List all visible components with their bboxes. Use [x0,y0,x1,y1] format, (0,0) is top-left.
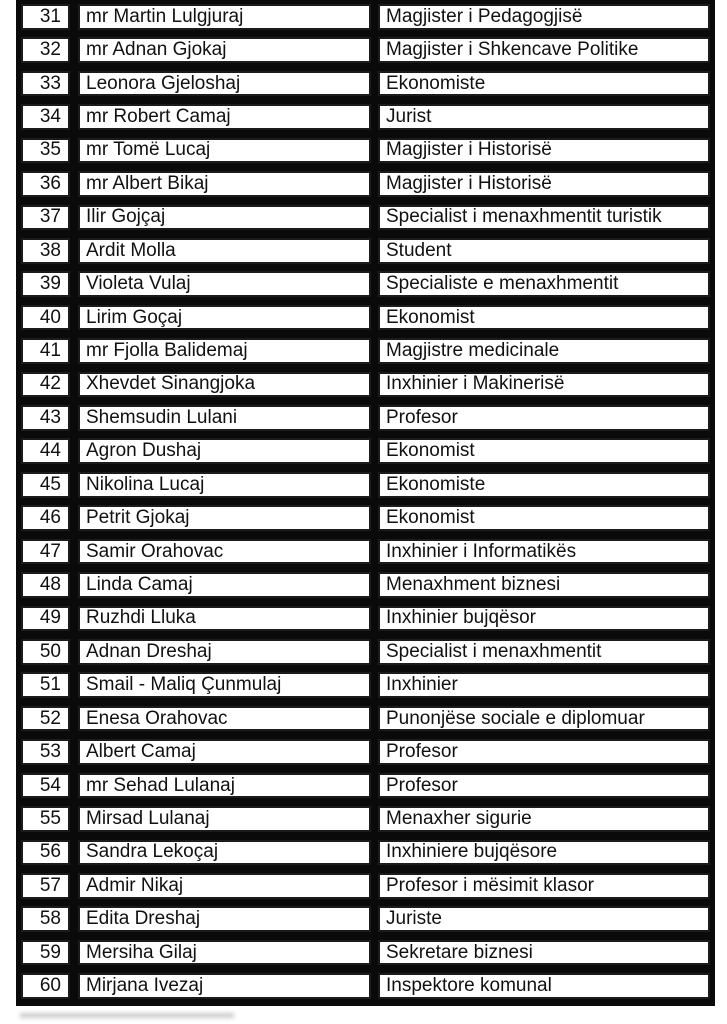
person-name-cell: Samir Orahovac [78,539,371,565]
profession-cell: Inxhinier [378,672,710,698]
person-name-cell: Mersiha Gilaj [78,940,371,966]
person-name-cell: Mirjana Ivezaj [78,973,371,999]
profession-cell: Profesor i mësimit klasor [378,873,710,899]
profession-cell: Inxhinier i Informatikës [378,539,710,565]
person-name-cell: Enesa Orahovac [78,706,371,732]
row-number-cell: 32 [21,37,70,63]
profession-cell: Specialist i menaxhmentit turistik [378,205,710,231]
row-number-cell: 48 [21,572,70,598]
row-number-cell: 41 [21,338,70,364]
person-name-cell: Leonora Gjeloshaj [78,71,371,97]
profession-cell: Ekonomiste [378,71,710,97]
profession-cell: Magjister i Pedagogjisë [378,4,710,30]
profession-cell: Specialist i menaxhmentit [378,639,710,665]
profession-cell: Profesor [378,773,710,799]
table-row [21,572,710,598]
person-name-cell: Admir Nikaj [78,873,371,899]
person-name-cell: Edita Dreshaj [78,906,371,932]
profession-cell: Ekonomiste [378,472,710,498]
person-name-cell: Sandra Lekoçaj [78,840,371,866]
row-number-cell: 60 [21,973,70,999]
profession-cell: Menaxhment biznesi [378,572,710,598]
people-table [16,0,715,1006]
row-number-cell: 59 [21,940,70,966]
profession-cell: Juriste [378,906,710,932]
row-number-cell: 39 [21,271,70,297]
row-number-cell: 56 [21,840,70,866]
table-row [21,472,710,498]
table-row [21,873,710,899]
table-row [21,372,710,398]
row-number-cell: 45 [21,472,70,498]
profession-cell: Student [378,238,710,264]
row-number-cell: 58 [21,906,70,932]
table-row [21,171,710,197]
table-row [21,37,710,63]
table-row [21,338,710,364]
row-number-cell: 47 [21,539,70,565]
profession-cell: Ekonomist [378,438,710,464]
profession-cell: Ekonomist [378,305,710,331]
profession-cell: Magjister i Historisë [378,138,710,164]
table-row [21,4,710,30]
row-number-cell: 50 [21,639,70,665]
profession-cell: Sekretare biznesi [378,940,710,966]
row-number-cell: 49 [21,606,70,632]
row-number-cell: 46 [21,505,70,531]
person-name-cell: Violeta Vulaj [78,271,371,297]
table-row [21,71,710,97]
row-number-cell: 36 [21,171,70,197]
row-number-cell: 44 [21,438,70,464]
person-name-cell: mr Robert Camaj [78,104,371,130]
scan-artifact-next-row-edge [20,1013,234,1018]
profession-cell: Profesor [378,739,710,765]
table-row [21,238,710,264]
profession-cell: Jurist [378,104,710,130]
person-name-cell: Lirim Goçaj [78,305,371,331]
profession-cell: Profesor [378,405,710,431]
person-name-cell: Mirsad Lulanaj [78,806,371,832]
table-row [21,639,710,665]
person-name-cell: mr Sehad Lulanaj [78,773,371,799]
table-row [21,706,710,732]
person-name-cell: Smail - Maliq Çunmulaj [78,672,371,698]
person-name-cell: Adnan Dreshaj [78,639,371,665]
table-row [21,438,710,464]
profession-cell: Ekonomist [378,505,710,531]
profession-cell: Inspektore komunal [378,973,710,999]
person-name-cell: Albert Camaj [78,739,371,765]
row-number-cell: 31 [21,4,70,30]
person-name-cell: Xhevdet Sinangjoka [78,372,371,398]
row-number-cell: 54 [21,773,70,799]
table-row [21,104,710,130]
row-number-cell: 52 [21,706,70,732]
table-row [21,205,710,231]
table-row [21,806,710,832]
profession-cell: Inxhinier i Makinerisë [378,372,710,398]
row-number-cell: 35 [21,138,70,164]
table-row [21,606,710,632]
person-name-cell: Ilir Gojçaj [78,205,371,231]
person-name-cell: Nikolina Lucaj [78,472,371,498]
person-name-cell: mr Adnan Gjokaj [78,37,371,63]
row-number-cell: 37 [21,205,70,231]
profession-cell: Inxhinier bujqësor [378,606,710,632]
person-name-cell: mr Albert Bikaj [78,171,371,197]
table-row [21,940,710,966]
person-name-cell: Shemsudin Lulani [78,405,371,431]
table-row [21,672,710,698]
profession-cell: Inxhiniere bujqësore [378,840,710,866]
row-number-cell: 33 [21,71,70,97]
row-number-cell: 55 [21,806,70,832]
profession-cell: Magjister i Historisë [378,171,710,197]
person-name-cell: Petrit Gjokaj [78,505,371,531]
table-row [21,539,710,565]
row-number-cell: 40 [21,305,70,331]
table-row [21,271,710,297]
row-number-cell: 43 [21,405,70,431]
profession-cell: Magjister i Shkencave Politike [378,37,710,63]
row-number-cell: 42 [21,372,70,398]
table-row [21,739,710,765]
row-number-cell: 53 [21,739,70,765]
person-name-cell: Ardit Molla [78,238,371,264]
profession-cell: Punonjëse sociale e diplomuar [378,706,710,732]
person-name-cell: Linda Camaj [78,572,371,598]
table-row [21,505,710,531]
table-row [21,305,710,331]
person-name-cell: Ruzhdi Lluka [78,606,371,632]
person-name-cell: mr Fjolla Balidemaj [78,338,371,364]
table-row [21,840,710,866]
table-row [21,906,710,932]
profession-cell: Magjistre medicinale [378,338,710,364]
person-name-cell: mr Tomë Lucaj [78,138,371,164]
row-number-cell: 57 [21,873,70,899]
person-name-cell: Agron Dushaj [78,438,371,464]
table-row [21,773,710,799]
row-number-cell: 34 [21,104,70,130]
person-name-cell: mr Martin Lulgjuraj [78,4,371,30]
row-number-cell: 38 [21,238,70,264]
table-row [21,405,710,431]
table-row [21,138,710,164]
table-row [21,973,710,999]
row-number-cell: 51 [21,672,70,698]
profession-cell: Specialiste e menaxhmentit [378,271,710,297]
profession-cell: Menaxher sigurie [378,806,710,832]
